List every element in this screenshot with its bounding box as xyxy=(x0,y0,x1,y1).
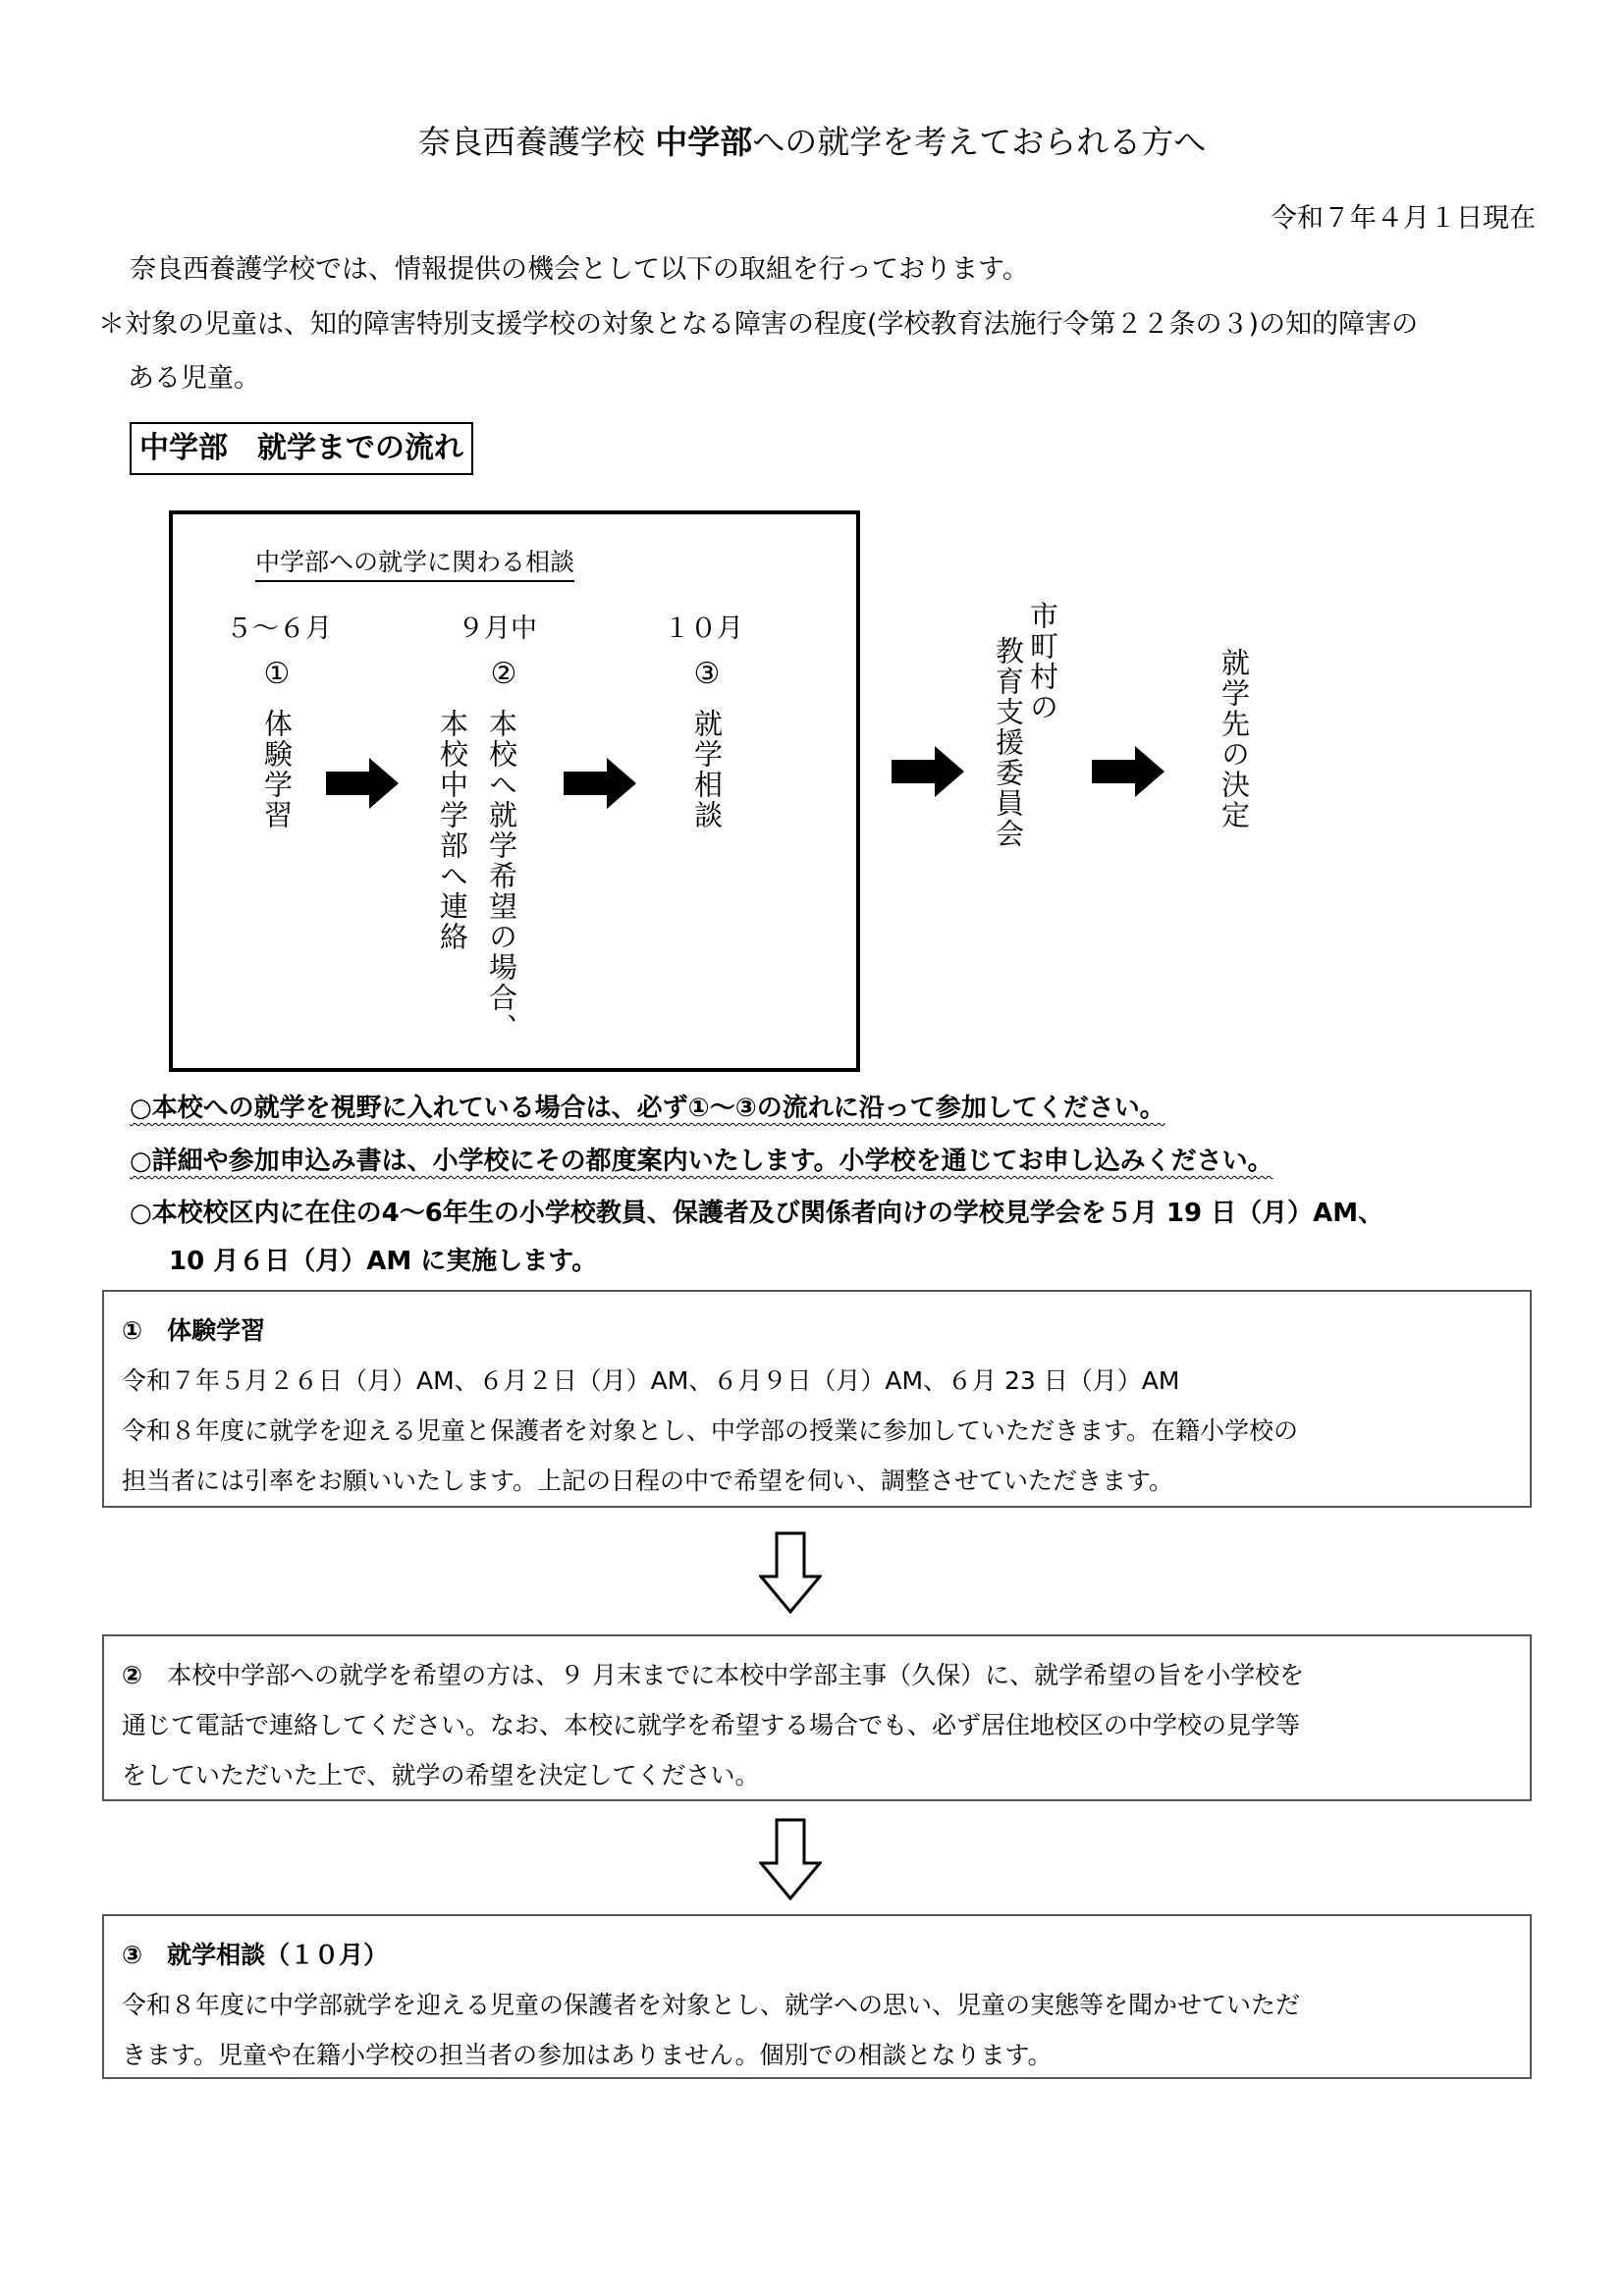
trial-learning-box xyxy=(102,1290,1532,1508)
bullet-school-visit-line1: ○本校校区内に在住の4～6年生の小学校教員、保護者及び関係者向けの学校見学会を５月 19 日（月）AM、 xyxy=(130,1199,1384,1228)
step4-label-col2: 教育支援委員会 xyxy=(992,636,1025,849)
step2-label-col1: 本校へ就学希望の場合、 xyxy=(485,709,518,1043)
step3-number: ③ xyxy=(693,657,721,691)
page-title xyxy=(0,121,1624,164)
right-arrow-icon xyxy=(564,758,636,809)
box3-line2: きます。児童や在籍小学校の担当者の参加はありません。個別での相談となります。 xyxy=(122,2041,1053,2069)
bullet-application-text: ○詳細や参加申込み書は、小学校にその都度案内いたします。小学校を通じてお申し込みください。 xyxy=(130,1147,1273,1176)
step2-number: ② xyxy=(490,657,517,691)
box1-dates: 令和７年５月２６日（月）AM、６月２日（月）AM、６月９日（月）AM、６月 23 日（月）AM xyxy=(122,1366,1180,1395)
flow-heading: 中学部 就学までの流れ xyxy=(130,422,473,475)
bullet-school-visit-line2: 10 月６日（月）AM に実施します。 xyxy=(169,1247,598,1276)
step3-month: １０月 xyxy=(664,614,743,644)
bullet-application xyxy=(130,1142,1273,1181)
date-label: 令和７年４月１日現在 xyxy=(1271,203,1536,234)
box3-heading: ③ 就学相談（１０月） xyxy=(122,1941,389,1969)
box2-line3: をしていただいた上で、就学の希望を決定してください。 xyxy=(122,1761,760,1789)
right-arrow-icon xyxy=(326,758,399,809)
target-note-line2: ある児童。 xyxy=(128,363,260,394)
step2-label-col2: 本校中学部へ連絡 xyxy=(436,709,469,952)
box2-line1 xyxy=(122,1650,1512,1700)
bullet-participation xyxy=(130,1089,1165,1128)
down-arrow-icon xyxy=(759,1531,822,1614)
box1-line2: 令和８年度に就学を迎える児童と保護者を対象とし、中学部の授業に参加していただきます。在籍小学校の xyxy=(122,1416,1299,1445)
title-department: 中学部 xyxy=(655,123,753,161)
step1-label: 体験学習 xyxy=(260,709,294,830)
box2-line2: 通じて電話で連絡してください。なお、本校に就学を希望する場合でも、必ず居住地校区の中学校の見学等 xyxy=(122,1711,1301,1739)
step1-number: ① xyxy=(263,657,291,691)
box1-line3: 担当者には引率をお願いいたします。上記の日程の中で希望を伺い、調整させていただきます。 xyxy=(122,1467,1174,1495)
box2-heading: ② xyxy=(122,1661,143,1689)
intro-text: 奈良西養護学校では、情報提供の機会として以下の取組を行っております。 xyxy=(130,254,1029,285)
step3-label: 就学相談 xyxy=(690,709,724,830)
target-note-line1: ＊対象の児童は、知的障害特別支援学校の対象となる障害の程度(学校教育法施行令第２２条の３)の知的障害の xyxy=(98,309,1419,340)
right-arrow-icon xyxy=(892,746,964,797)
step2-month: ９月中 xyxy=(458,614,537,644)
flow-caption: 中学部への就学に関わる相談 xyxy=(255,545,574,582)
box1-heading: ① 体験学習 xyxy=(122,1316,266,1345)
enrollment-request-box xyxy=(102,1634,1532,1801)
title-rest: への就学を考えておられる方へ xyxy=(752,123,1207,161)
target-note xyxy=(98,297,1546,405)
consultation-box xyxy=(102,1914,1532,2079)
bullet-participation-text: ○本校への就学を視野に入れている場合は、必ず①～③の流れに沿って参加してください。 xyxy=(130,1094,1165,1123)
step4-label-col1: 市町村の xyxy=(1026,601,1059,722)
box2-line1-text: 本校中学部への就学を希望の方は、９ 月末までに本校中学部主事（久保）に、就学希望の旨を小学校を xyxy=(142,1661,1305,1689)
title-school: 奈良西養護学校 xyxy=(417,123,656,161)
box3-line1: 令和８年度に中学部就学を迎える児童の保護者を対象とし、就学への思い、児童の実態等を聞かせていただ xyxy=(122,1991,1301,2019)
step1-month: ５～６月 xyxy=(226,614,332,644)
right-arrow-icon xyxy=(1092,746,1164,797)
down-arrow-icon xyxy=(759,1818,822,1900)
step5-label: 就学先の決定 xyxy=(1218,648,1251,830)
